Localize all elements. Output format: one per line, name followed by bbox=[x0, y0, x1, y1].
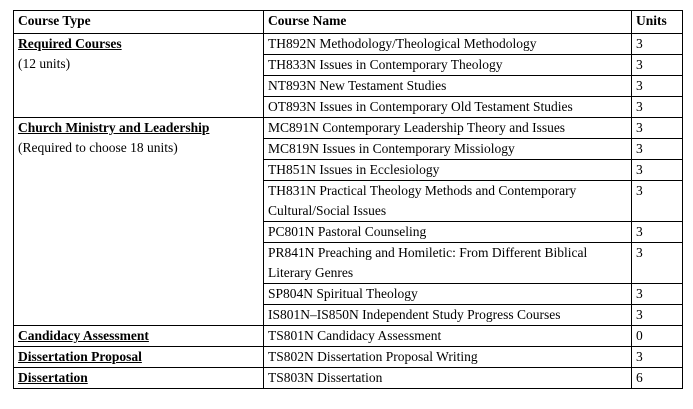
course-units: 3 bbox=[632, 139, 683, 160]
course-name: TH851N Issues in Ecclesiology bbox=[264, 160, 632, 181]
course-type-title: Church Ministry and Leadership bbox=[18, 120, 210, 135]
course-type-cell bbox=[14, 326, 264, 347]
course-name: PR841N Preaching and Homiletic: From Different Biblical Literary Genres bbox=[264, 243, 632, 284]
course-name: IS801N–IS850N Independent Study Progress Courses bbox=[264, 305, 632, 326]
course-name: TS803N Dissertation bbox=[264, 368, 632, 389]
course-type-cell bbox=[14, 118, 264, 326]
course-units: 3 bbox=[632, 347, 683, 368]
course-units: 3 bbox=[632, 76, 683, 97]
course-name: SP804N Spiritual Theology bbox=[264, 284, 632, 305]
course-name: TS801N Candidacy Assessment bbox=[264, 326, 632, 347]
course-type-title: Dissertation bbox=[18, 370, 88, 385]
course-units: 3 bbox=[632, 181, 683, 222]
table-row bbox=[14, 368, 683, 389]
course-units: 3 bbox=[632, 97, 683, 118]
course-type-cell bbox=[14, 347, 264, 368]
course-units: 0 bbox=[632, 326, 683, 347]
course-units: 6 bbox=[632, 368, 683, 389]
course-name: NT893N New Testament Studies bbox=[264, 76, 632, 97]
course-units: 3 bbox=[632, 222, 683, 243]
table-row bbox=[14, 118, 683, 139]
course-units: 3 bbox=[632, 160, 683, 181]
header-units: Units bbox=[632, 11, 683, 34]
course-type-cell bbox=[14, 368, 264, 389]
table-row bbox=[14, 347, 683, 368]
course-type-title: Dissertation Proposal bbox=[18, 349, 142, 364]
course-units: 3 bbox=[632, 118, 683, 139]
course-name: MC819N Issues in Contemporary Missiology bbox=[264, 139, 632, 160]
header-course-name: Course Name bbox=[264, 11, 632, 34]
header-row bbox=[14, 11, 683, 34]
course-name: MC891N Contemporary Leadership Theory and Issues bbox=[264, 118, 632, 139]
course-type-subtitle: (Required to choose 18 units) bbox=[18, 140, 178, 155]
course-table bbox=[13, 10, 683, 389]
course-name: TH892N Methodology/Theological Methodology bbox=[264, 34, 632, 55]
course-units: 3 bbox=[632, 55, 683, 76]
course-units: 3 bbox=[632, 34, 683, 55]
course-name: TS802N Dissertation Proposal Writing bbox=[264, 347, 632, 368]
course-units: 3 bbox=[632, 284, 683, 305]
course-type-title: Required Courses bbox=[18, 36, 122, 51]
course-type-title: Candidacy Assessment bbox=[18, 328, 149, 343]
course-name: OT893N Issues in Contemporary Old Testament Studies bbox=[264, 97, 632, 118]
course-type-cell bbox=[14, 34, 264, 118]
header-course-type: Course Type bbox=[14, 11, 264, 34]
course-type-subtitle: (12 units) bbox=[18, 56, 71, 71]
course-units: 3 bbox=[632, 243, 683, 284]
course-units: 3 bbox=[632, 305, 683, 326]
table-row bbox=[14, 34, 683, 55]
course-name: PC801N Pastoral Counseling bbox=[264, 222, 632, 243]
course-name: TH833N Issues in Contemporary Theology bbox=[264, 55, 632, 76]
course-name: TH831N Practical Theology Methods and Contemporary Cultural/Social Issues bbox=[264, 181, 632, 222]
table-row bbox=[14, 326, 683, 347]
